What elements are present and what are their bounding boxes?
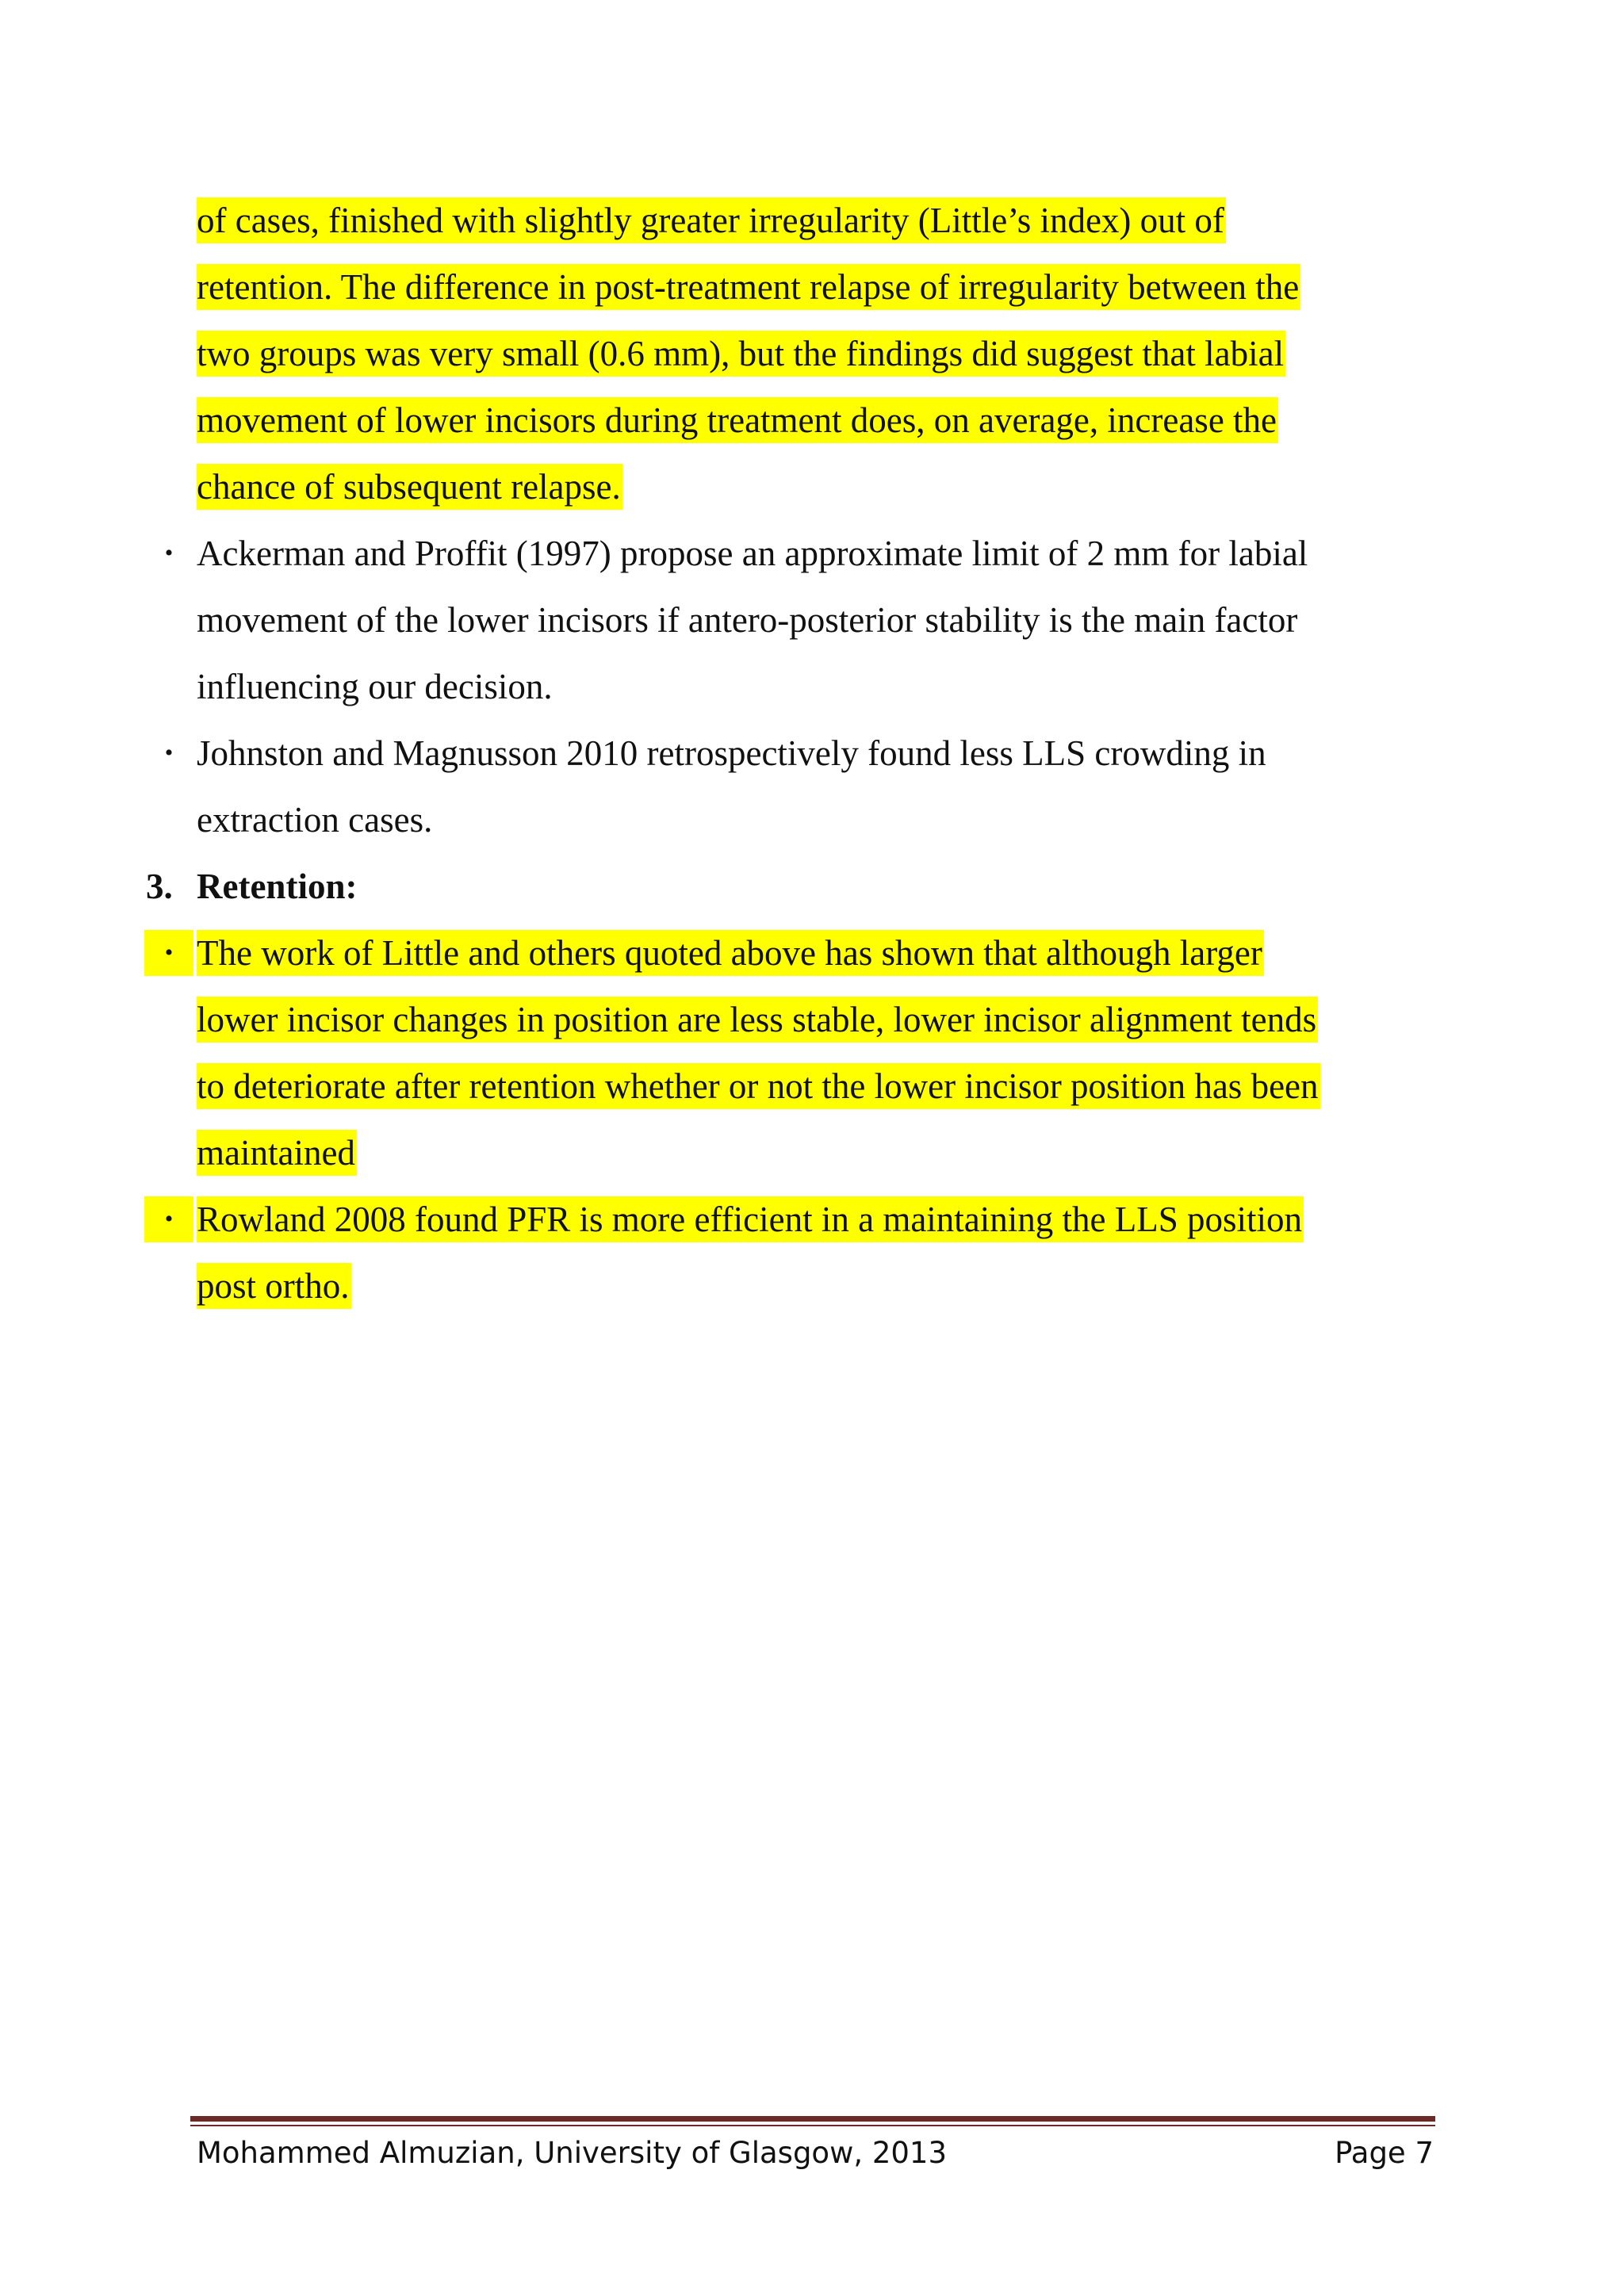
text-line: post ortho. [197,1263,351,1309]
section-heading [146,853,1402,920]
text-line: maintained [197,1130,357,1176]
text-line: influencing our decision. [197,667,553,706]
text-line: lower incisor changes in position are less stable, lower incisor alignment tends [197,997,1318,1043]
footer-author: Mohammed Almuzian, University of Glasgow, 2013 [197,2136,948,2170]
text-line: extraction cases. [197,800,433,840]
text-line: chance of subsequent relapse. [197,464,622,510]
section-number: 3. [146,867,173,906]
text-line: to deteriorate after retention whether or not the lower incisor position has been [197,1063,1320,1109]
text-line: retention. The difference in post-treatment relapse of irregularity between the [197,264,1300,310]
footer-divider [190,2116,1435,2122]
text-line: movement of lower incisors during treatment does, on average, increase the [197,397,1278,443]
bullet-marker: • [144,1196,193,1242]
text-line: Johnston and Magnusson 2010 retrospectively found less LLS crowding in [197,733,1266,773]
text-line: movement of the lower incisors if antero-posterior stability is the main factor [197,600,1298,640]
list-item [164,720,1402,853]
text-line: Rowland 2008 found PFR is more efficient in a maintaining the LLS position [197,1196,1304,1242]
bullet-marker: • [164,540,174,566]
text-line: of cases, finished with slightly greater irregularity (Little’s index) out of [197,197,1226,243]
footer-divider-thin [190,2125,1435,2126]
bullet-marker: • [164,740,174,766]
section-title: Retention: [197,867,358,906]
continuation-paragraph [197,187,1402,520]
page-footer [197,2130,1434,2177]
list-item [164,920,1402,1186]
text-line: Ackerman and Proffit (1997) propose an approximate limit of 2 mm for labial [197,534,1308,573]
bullet-marker: • [144,930,193,976]
list-item [164,520,1402,720]
page-number: Page 7 [1335,2136,1434,2170]
text-line: two groups was very small (0.6 mm), but the findings did suggest that labial [197,331,1285,377]
text-line: The work of Little and others quoted above has shown that although larger [197,930,1264,976]
body-text [146,187,1402,1319]
list-item [164,1186,1402,1319]
